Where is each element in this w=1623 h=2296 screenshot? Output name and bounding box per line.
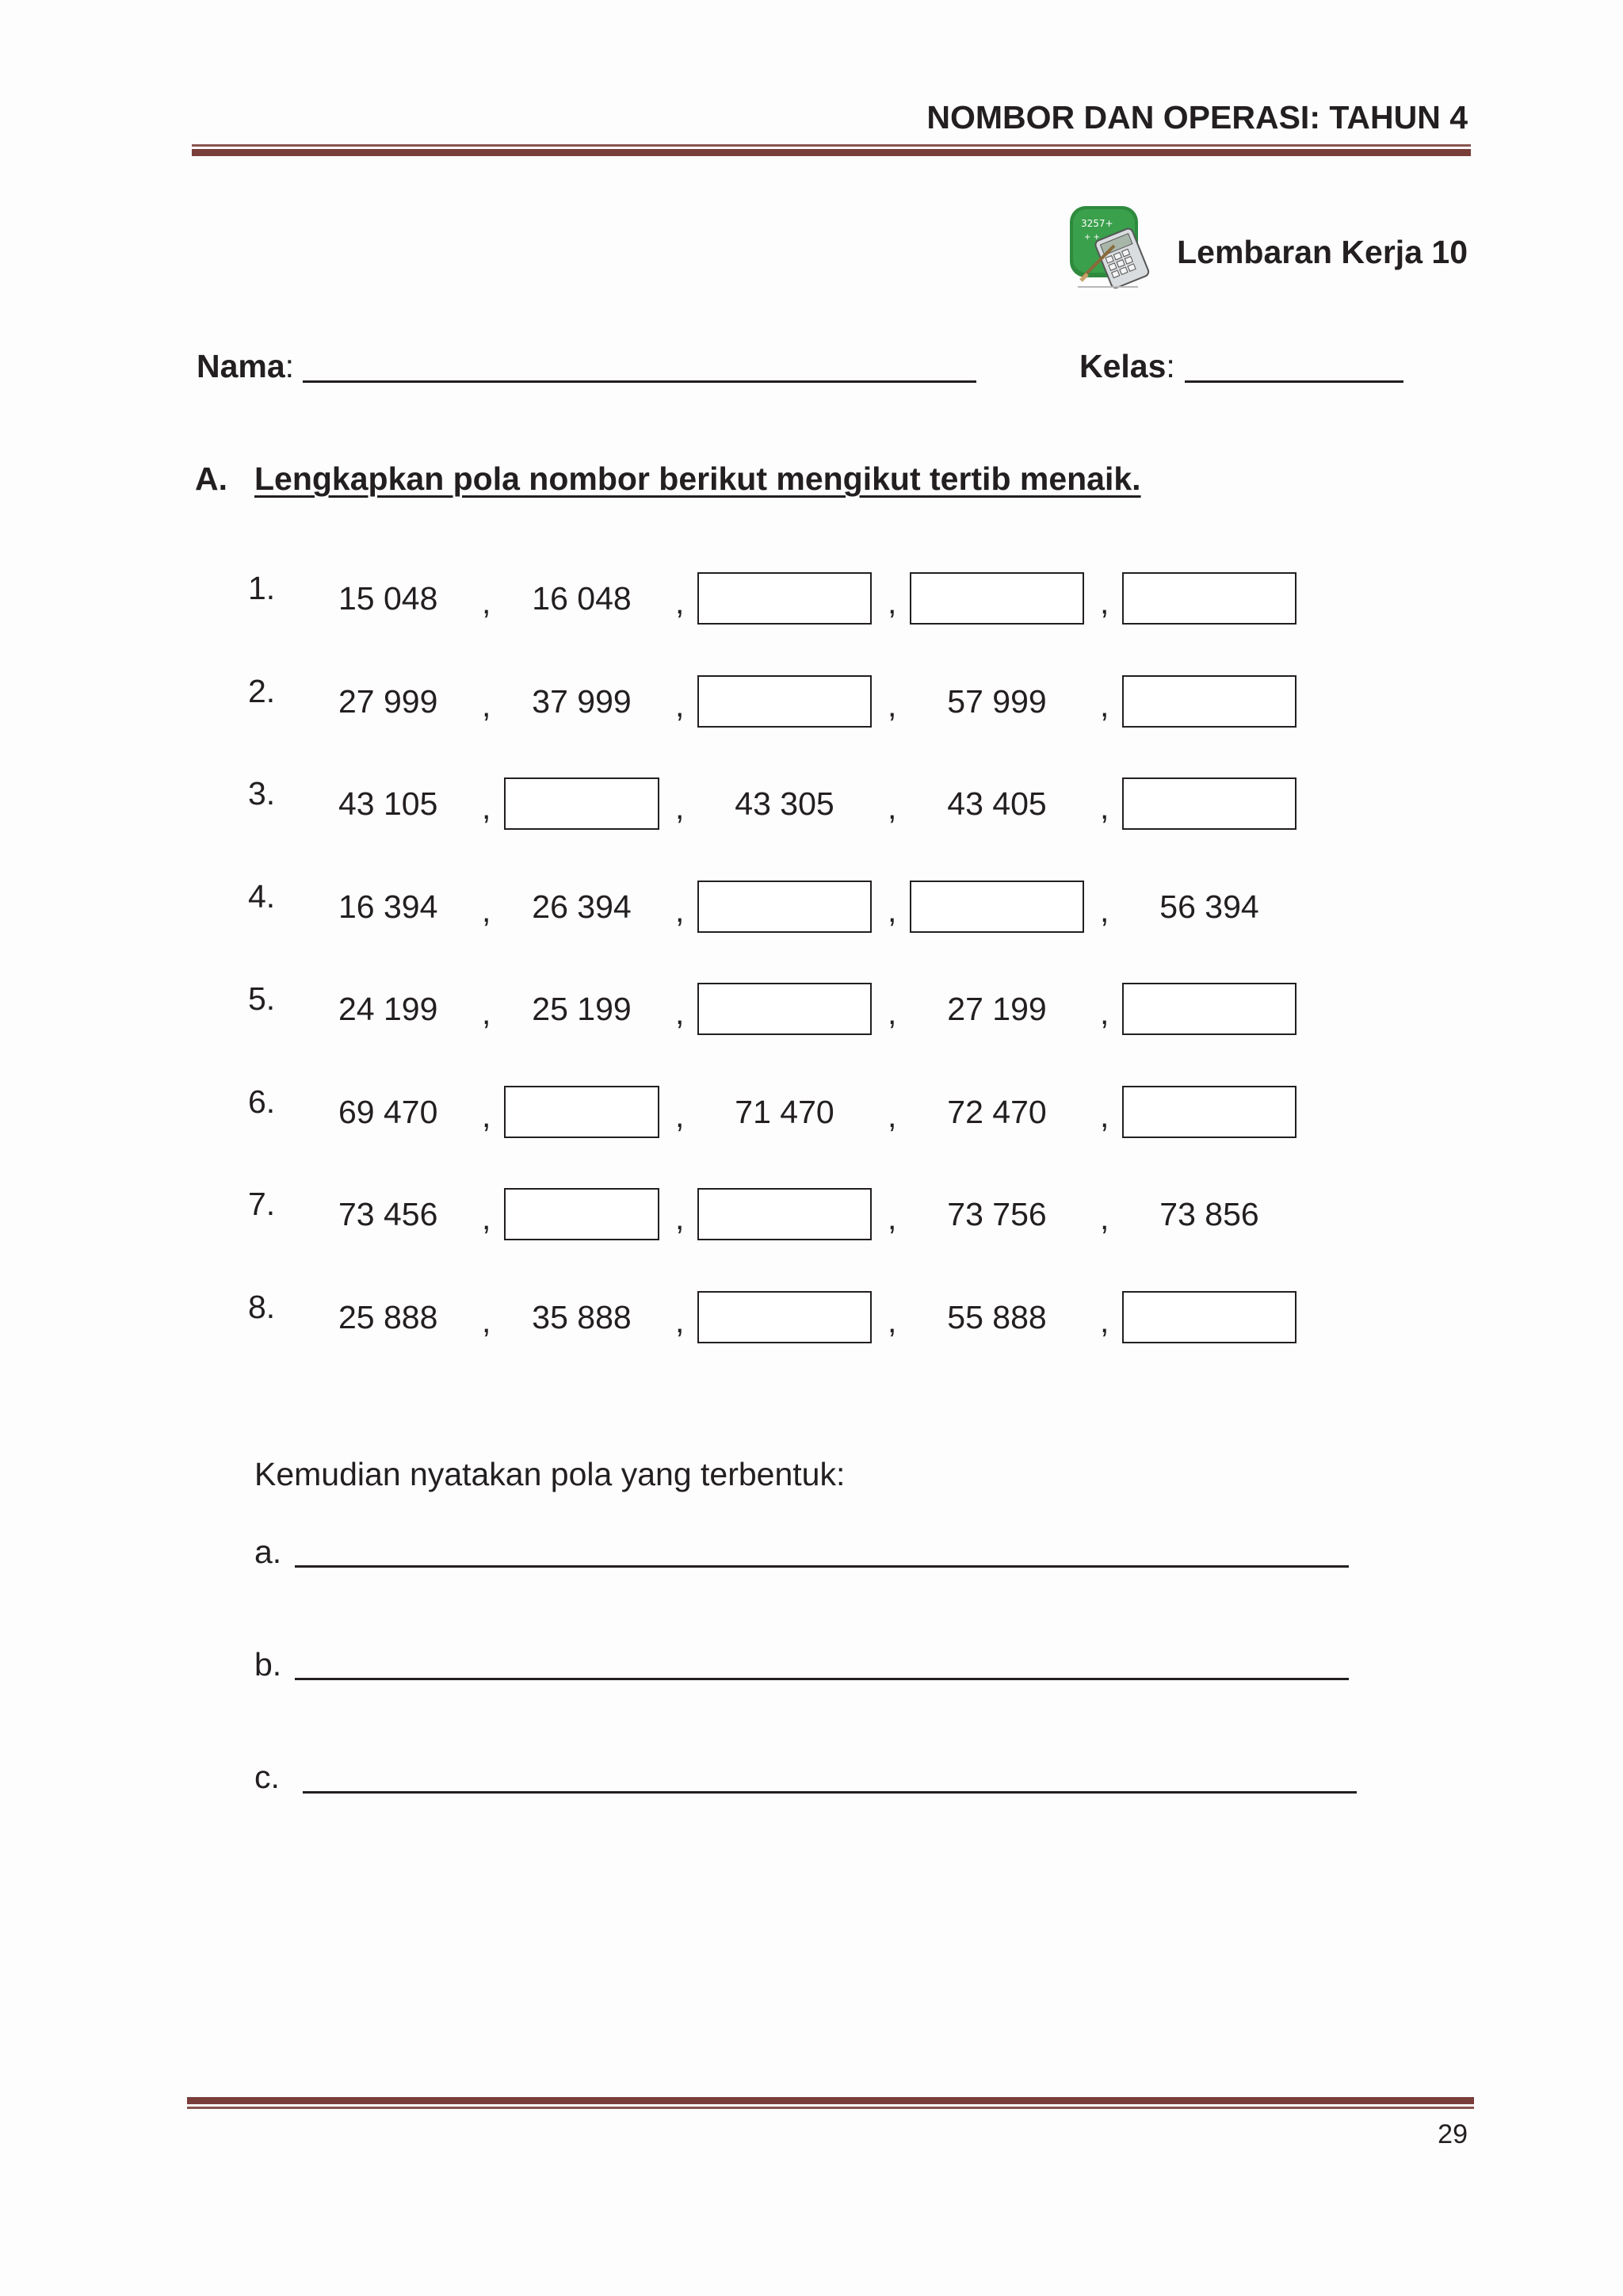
answer-box[interactable] [697,572,872,625]
answer-box[interactable] [504,1086,659,1138]
answer-box[interactable] [697,1188,872,1240]
comma-separator: , [482,892,491,929]
term-value: 56 394 [1159,888,1259,925]
term-value: 72 470 [947,1094,1047,1130]
comma-separator: , [675,687,685,724]
comma-separator: , [675,1200,685,1236]
answer-box[interactable] [697,1291,872,1343]
question-row [0,572,1623,636]
comma-separator: , [675,1098,685,1134]
worksheet-label: Lembaran Kerja 10 [1177,234,1468,270]
answer-box[interactable] [910,881,1084,933]
term-value: 57 999 [947,683,1047,720]
page-number: 29 [1438,2119,1468,2149]
comma-separator: , [888,584,897,621]
comma-separator: , [888,687,897,724]
followup-prompt: Kemudian nyatakan pola yang terbentuk: [254,1456,846,1492]
class-colon: : [1166,348,1175,384]
comma-separator: , [482,1200,491,1236]
sequence-term [910,1188,1084,1240]
comma-separator: , [888,1200,897,1236]
term-value: 73 756 [947,1196,1047,1232]
name-label: Nama [197,348,285,384]
answer-box[interactable] [1122,572,1296,625]
question-row [0,878,1623,944]
header-rule-thick [192,149,1471,156]
question-number: 1. [248,570,276,606]
sequence-term [910,1086,1084,1138]
footer-rule-thick [187,2097,1474,2104]
term-value: 15 048 [338,580,438,617]
comma-separator: , [888,892,897,929]
term-value: 43 305 [735,785,834,822]
name-colon: : [285,348,295,384]
question-row [0,1291,1623,1354]
sequence-term [338,572,437,625]
term-value: 43 105 [338,785,438,822]
sequence-term [338,983,437,1035]
sequence-term [338,1188,437,1240]
name-field-label [197,346,294,387]
question-number: 8. [248,1289,276,1325]
sequence-term [910,1291,1084,1343]
sequence-term [697,1086,872,1138]
term-value: 16 394 [338,888,438,925]
term-value: 16 048 [532,580,632,617]
term-value: 37 999 [532,683,632,720]
answer-box[interactable] [697,675,872,728]
answer-label-b: b. [254,1646,282,1683]
calculator-chalkboard-icon [1067,201,1160,293]
comma-separator: , [1100,789,1109,826]
comma-separator: , [888,1303,897,1339]
comma-separator: , [1100,892,1109,929]
header-rule-thin [192,144,1471,147]
answer-line-b[interactable] [295,1678,1349,1680]
term-value: 73 856 [1159,1196,1259,1232]
comma-separator: , [888,789,897,826]
sequence-term [1122,881,1296,933]
comma-separator: , [1100,584,1109,621]
comma-separator: , [482,1303,491,1339]
question-row [0,777,1623,841]
answer-box[interactable] [504,777,659,830]
comma-separator: , [482,687,491,724]
comma-separator: , [1100,1200,1109,1236]
footer-rule-thin [187,2107,1474,2109]
comma-separator: , [1100,1303,1109,1339]
comma-separator: , [888,995,897,1031]
svg-text:3257+: 3257+ [1081,218,1113,229]
term-value: 26 394 [532,888,632,925]
answer-label-a: a. [254,1534,282,1570]
comma-separator: , [482,1098,491,1134]
sequence-term [697,777,872,830]
term-value: 27 199 [947,991,1047,1027]
sequence-term [504,1291,659,1343]
question-row [0,1083,1623,1149]
svg-text:+ +: + + [1084,233,1100,242]
sequence-term [504,881,659,933]
sequence-term [338,1291,437,1343]
question-number: 7. [248,1186,276,1222]
comma-separator: , [482,789,491,826]
class-label: Kelas [1079,348,1167,384]
sequence-term [504,983,659,1035]
question-row [0,675,1623,739]
sequence-term [338,881,437,933]
sequence-term [910,983,1084,1035]
term-value: 69 470 [338,1094,438,1130]
question-number: 2. [248,673,276,709]
answer-box[interactable] [504,1188,659,1240]
section-title: Lengkapkan pola nombor berikut mengikut tertib menaik. [254,460,1141,497]
sequence-term [504,675,659,728]
answer-box[interactable] [697,983,872,1035]
name-field[interactable] [303,380,976,383]
comma-separator: , [675,892,685,929]
term-value: 35 888 [532,1299,632,1335]
comma-separator: , [675,584,685,621]
comma-separator: , [482,584,491,621]
question-number: 4. [248,878,276,915]
term-value: 43 405 [947,785,1047,822]
sequence-term [338,675,437,728]
answer-box[interactable] [1122,983,1296,1035]
header-title: NOMBOR DAN OPERASI: TAHUN 4 [926,99,1468,136]
comma-separator: , [1100,995,1109,1031]
answer-box[interactable] [1122,1291,1296,1343]
sequence-term [504,572,659,625]
sequence-term [1122,1188,1296,1240]
sequence-term [910,777,1084,830]
comma-separator: , [675,995,685,1031]
answer-line-a[interactable] [295,1565,1349,1568]
comma-separator: , [1100,1098,1109,1134]
class-field[interactable] [1185,380,1403,383]
comma-separator: , [888,1098,897,1134]
term-value: 73 456 [338,1196,438,1232]
question-row [0,980,1623,1046]
question-number: 3. [248,775,276,812]
answer-line-c[interactable] [303,1791,1357,1794]
term-value: 25 199 [532,991,632,1027]
comma-separator: , [482,995,491,1031]
comma-separator: , [675,1303,685,1339]
term-value: 25 888 [338,1299,438,1335]
answer-box[interactable] [1122,777,1296,830]
sequence-term [338,1086,437,1138]
comma-separator: , [1100,687,1109,724]
question-number: 5. [248,980,276,1017]
question-number: 6. [248,1083,276,1120]
term-value: 27 999 [338,683,438,720]
answer-box[interactable] [1122,1086,1296,1138]
sequence-term [910,675,1084,728]
term-value: 71 470 [735,1094,834,1130]
term-value: 24 199 [338,991,438,1027]
question-row [0,1188,1623,1251]
comma-separator: , [675,789,685,826]
term-value: 55 888 [947,1299,1047,1335]
class-field-label [1079,346,1175,387]
answer-box[interactable] [697,881,872,933]
answer-box[interactable] [910,572,1084,625]
answer-label-c: c. [254,1759,280,1795]
section-letter: A. [195,460,227,497]
answer-box[interactable] [1122,675,1296,728]
sequence-term [338,777,437,830]
